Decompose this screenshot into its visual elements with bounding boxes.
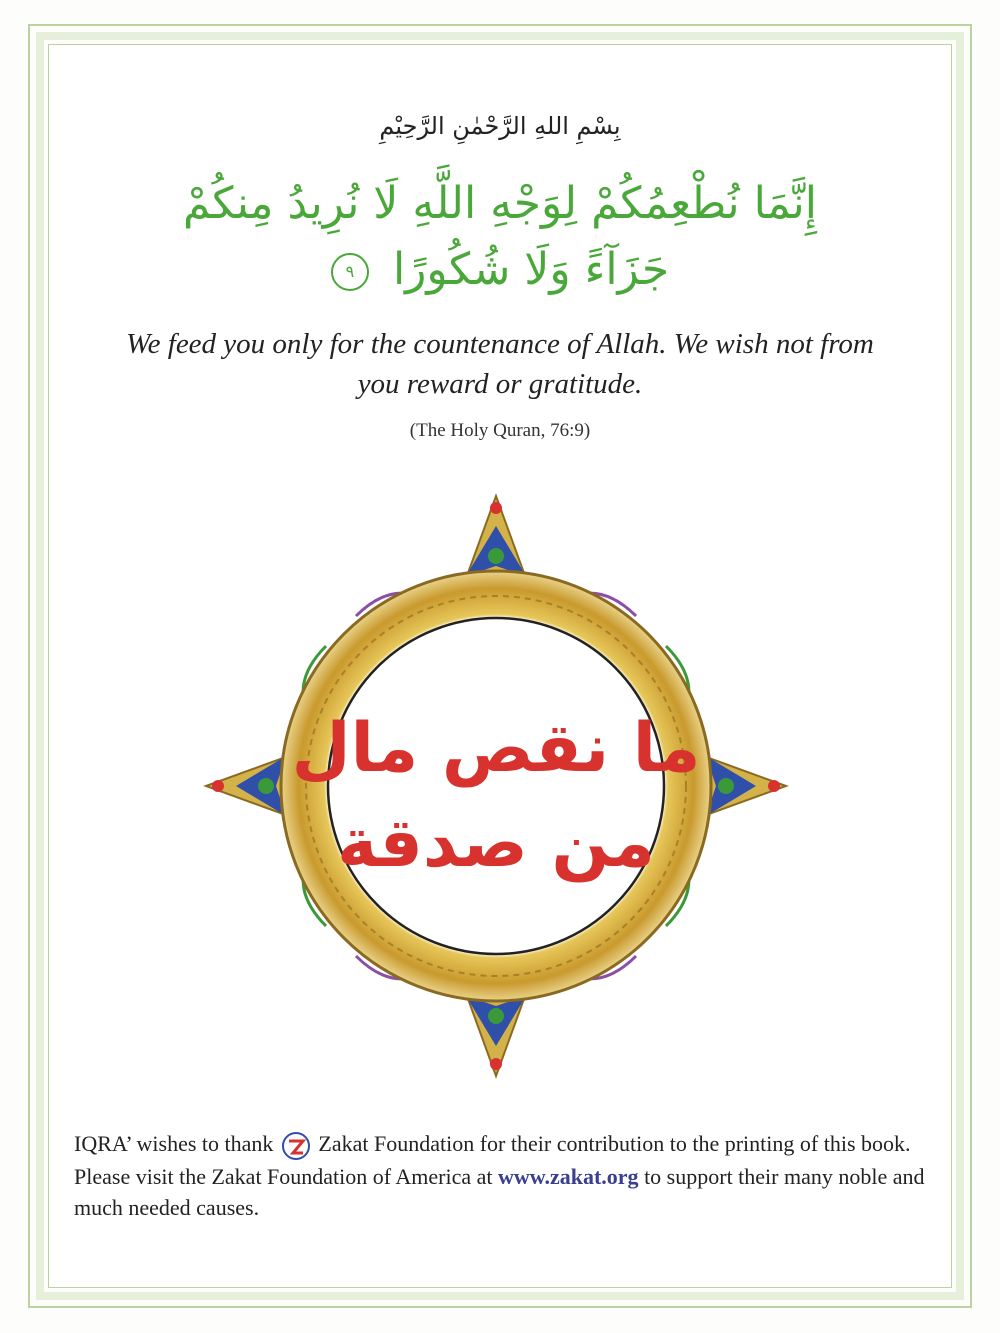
basmala: بِسْمِ اللهِ الرَّحْمٰنِ الرَّحِيْمِ xyxy=(379,112,621,140)
acknowledgement-body: Zakat Foundation for their contribution to the printing of this book. Please visit the Zakat Foundation of America at xyxy=(74,1131,911,1189)
acknowledgement-intro: IQRA’ wishes to thank xyxy=(74,1131,274,1156)
acknowledgement-text xyxy=(74,1128,934,1223)
ayah-number-marker: ٩ xyxy=(331,253,369,291)
verse-citation: (The Holy Quran, 76:9) xyxy=(409,420,591,441)
calligraphy-ornament xyxy=(196,486,796,1086)
quran-verse-line-2-text: جَزَآءً وَلَا شُكُورًا xyxy=(392,244,670,295)
verse-translation: We feed you only for the countenance of Allah. We wish not from you reward or gratitude. xyxy=(126,328,874,400)
zakat-website-link[interactable]: www.zakat.org xyxy=(498,1163,639,1189)
zakat-foundation-logo-icon xyxy=(281,1131,311,1161)
calligraphy-line-2: من صدقة xyxy=(337,804,655,883)
quran-verse-line-2 xyxy=(0,244,1000,295)
quran-verse-line-1: إِنَّمَا نُطْعِمُكُمْ لِوَجْهِ اللَّهِ لَا نُرِيدُ مِنكُمْ xyxy=(183,178,817,229)
calligraphy-line-1: ما نقص مال xyxy=(291,709,701,788)
acknowledgement-closing: to support their many noble and much needed causes. xyxy=(74,1163,925,1220)
